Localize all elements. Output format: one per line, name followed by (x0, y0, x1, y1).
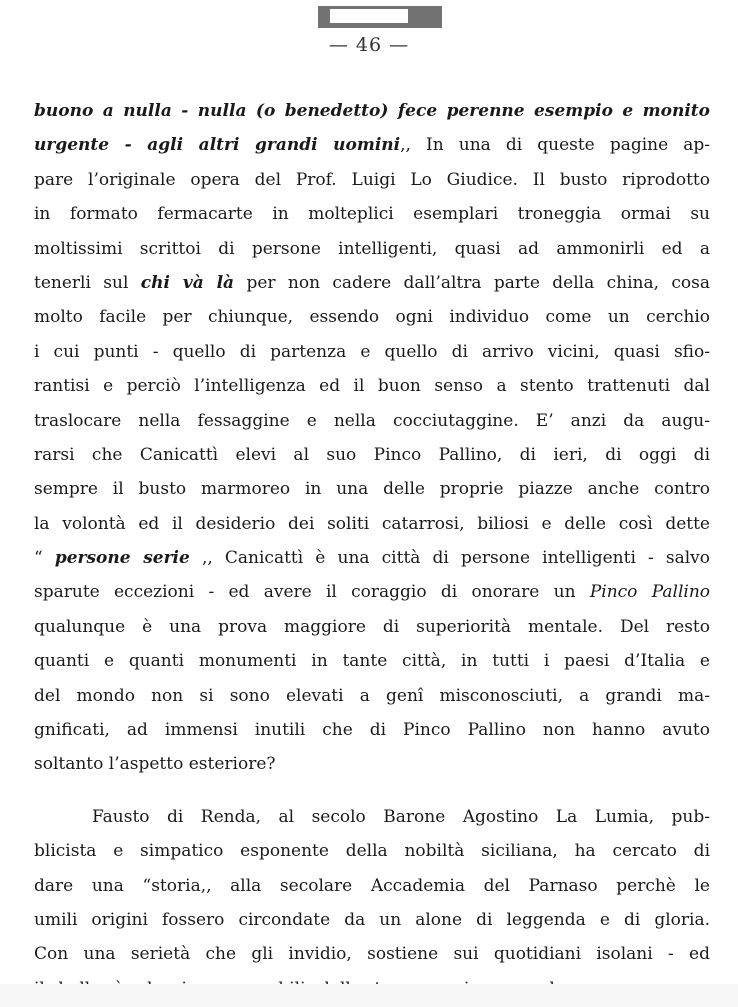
text-line: soltanto l’aspetto esteriore? (34, 754, 276, 775)
text-line: rarsi che Canicattì elevi al suo Pinco Pallino, di ieri, di oggi di (34, 444, 710, 465)
scan-bottom-edge (0, 984, 738, 1007)
italic-phrase: persone serie (54, 548, 190, 569)
text-line: in formato fermacarte in molteplici esemplari troneggia ormai su (34, 204, 710, 225)
text-line (34, 575, 710, 609)
text-line (34, 541, 710, 575)
text-span: per non cadere dall’altra parte della china, cosa (234, 272, 710, 293)
text-span: “ (34, 548, 55, 569)
text-line: traslocare nella fessaggine e nella cocciutaggine. E’ anzi da augu- (34, 410, 710, 431)
text-line: qualunque è una prova maggiore di superiorità mentale. Del resto (34, 616, 710, 637)
text-line: quanti e quanti monumenti in tante città, in tutti i paesi d’Italia e (34, 651, 710, 672)
text-line: moltissimi scrittoi di persone intelligenti, quasi ad ammonirli ed a (34, 238, 710, 259)
text-line (34, 128, 710, 162)
body-text (34, 94, 710, 1006)
text-line: del mondo non si sono elevati a genî misconosciuti, a grandi ma- (34, 685, 710, 706)
text-line: rantisi e perciò l’intelligenza ed il buon senso a stento trattenuti dal (34, 376, 710, 397)
text-line: i cui punti - quello di partenza e quello di arrivo vicini, quasi sfio- (34, 341, 710, 362)
paragraph-gap (34, 782, 710, 800)
text-line: sempre il busto marmoreo in una delle proprie piazze anche contro (34, 479, 710, 500)
scan-smudge-highlight (330, 9, 408, 23)
italic-phrase: buono a nulla - nulla (o benedetto) fece perenne esempio e monito (34, 101, 710, 121)
text-span: sparute eccezioni - ed avere il coraggio di onorare un (34, 582, 590, 603)
text-line: Con una serietà che gli invidio, sostiene sui quotidiani isolani - ed (34, 944, 710, 965)
text-line: pare l’originale opera del Prof. Luigi Lo Giudice. Il busto riprodotto (34, 169, 710, 190)
text-line: la volontà ed il desiderio dei soliti catarrosi, biliosi e delle così dette (34, 513, 710, 534)
italic-phrase: urgente - agli altri grandi uomini (34, 135, 401, 156)
text-line (34, 94, 710, 128)
text-span: ,, In una di queste pagine ap- (400, 135, 710, 156)
text-line: blicista e simpatico esponente della nobiltà siciliana, ha cercato di (34, 841, 710, 862)
text-line: dare una “storia,, alla secolare Accademia del Parnaso perchè le (34, 875, 710, 896)
text-line: umili origini fossero circondate da un alone di leggenda e di gloria. (34, 909, 710, 930)
text-line (34, 266, 710, 300)
text-line: Fausto di Renda, al secolo Barone Agostino La Lumia, pub- (92, 806, 710, 827)
text-line: gnificati, ad immensi inutili che di Pinco Pallino non hanno avuto (34, 720, 710, 741)
italic-phrase: chi và là (140, 272, 235, 293)
italic-phrase: Pinco Pallino (589, 582, 710, 603)
text-span: tenerli sul (34, 272, 141, 293)
text-span: ,, Canicattì è una città di persone intelligenti - salvo (189, 548, 711, 569)
text-line: molto facile per chiunque, essendo ogni individuo come un cerchio (34, 307, 710, 328)
page-number: — 46 — (328, 34, 410, 56)
